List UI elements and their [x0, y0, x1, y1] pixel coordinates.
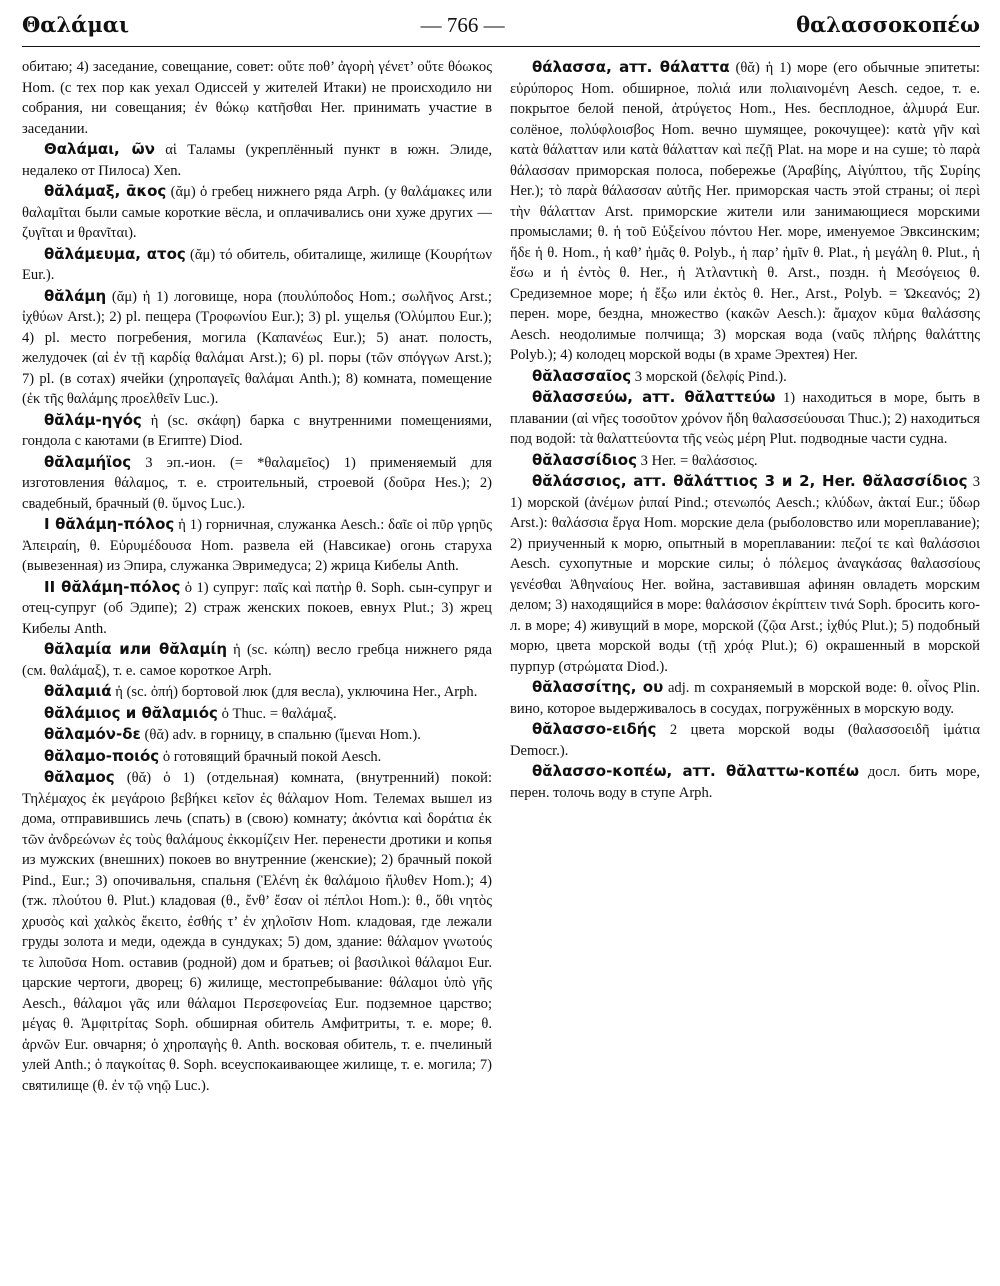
- entry-definition: 3 1) морской (ἀνέμων ῥιπαί Pind.; στενωπός Aesch.; κλύδων, ἀκταί Eur.; ὕδωρ Arst.): θαλάσσια ἔργα Hom. морские дела (рыболовство или мореплавание); 2) приученный к морю, опытный в мореплавании: πεζοί τε καὶ θαλάσσιοι Aesch. сухопутные и морские силы; ὁ πόλεμος ἀναγκάσας θαλασσίους γενέσθαι Ἀθηναίους Her. война, заставившая афинян овладеть морским делом; 3) находящийся в море: θαλάσσιον ἐκρίπτειν τινά Soph. бросить кого-л. в море; 4) живущий в море, морской (ζῷα Arst.; ἰχθύς Plut.); 5) подобный морю, цвета морской воды (τῇ χρόᾳ Plut.); 6) окрашенный в морской пурпур (στρώματα Diod.).: [510, 474, 980, 675]
- entry-definition: ὁ Thuc. = θαλάμαξ.: [221, 705, 337, 722]
- entry-definition: 3 эп.-ион. (= *θαλαμεῖος) 1) применяемый для изготовления θάλαμος, т. е. строительный, строевой (δοῦρα Hes.); 2) свадебный, брачный (θ. ὕμνος Luc.).: [22, 454, 492, 512]
- dictionary-entry: [22, 181, 492, 244]
- entry-lemma: θᾰλάμη: [44, 286, 107, 305]
- entry-lemma: θᾰλασσίδιος: [532, 450, 637, 469]
- columns: [22, 57, 980, 1283]
- entry-lemma: θᾰλαμία или θᾰλαμίη: [44, 640, 228, 658]
- dictionary-entry: [510, 719, 980, 761]
- dictionary-entry: [22, 681, 492, 703]
- entry-lemma: θᾰλασσίτης, ου: [532, 678, 664, 696]
- entry-definition: ἡ (sc. σκάφη) барка с внутренними помещениями, гондола с каютами (в Египте) Diod.: [22, 412, 492, 449]
- entry-lemma: Θαλάμαι, ῶν: [44, 140, 155, 158]
- entry-definition: 3 Her. = θαλάσσιος.: [640, 452, 758, 469]
- entry-definition: ἡ (sc. κώπη) весло гребца нижнего ряда (см. θαλάμαξ), т. е. самое короткое Arph.: [22, 642, 492, 679]
- entry-definition: 3 морской (δελφίς Pind.).: [634, 368, 787, 385]
- entry-definition: αἱ Таламы (укреплённый пункт в южн. Элиде, недалеко от Пилоса) Xen.: [22, 142, 492, 179]
- entry-lemma: θᾰλάμαξ, ᾱκος: [44, 182, 167, 200]
- entry-definition: (θᾰ) ἡ 1) море (его обычные эпитеты: εὐρύπορος Hom. обширное, πολιά или πολιαινομένη Aesch. седое, т. е. покрытое белой пеной, ἀτρύγετος Hom., Hes. бесплодное, ἁλμυρά Eur. солёное, πολύφλοισβος Hom. вечно шумящее, рокочущее): κατὰ γῆν καὶ κατὰ θάλατταν или κατὰ θάλατταν καὶ πεζῇ Plat. на море и на суше; τὸ παρὰ θάλασσαν приморская полоса, побережье (Ἀραβίης, Αἰγύπτου, τῆς Συρίης Her.); τὸ παρὰ θάλασσαν αὐτῆς Her. приморская часть этой страны; οἱ περὶ τὴν θάλατταν Arst. приморские жители или занимающиеся морскими промыслами; θ. ἡ τοῦ Εὐξείνου πόντου Her. море, именуемое Эвксинским; ἥδε ἡ θ. Hom., ἡ καθ’ ἡμᾶς θ. Polyb., ἡ παρ’ ἡμῖν θ. Plat., ἡ μεγάλη θ. Plut., ἡ ἔσω и ἡ ἐντὸς θ. Her., ἡ Ἀτλαντικὴ θ. Arst., поздн. ἡ Μεσόγειος θ. Средиземное море; ἡ ἔξω или ἐκτὸς θ. Her., Arst., Polyb. = Ὠκεανός; 2) перен. море, бездна, множество (κακῶν Aesch.): ἄμαχον κῦμα θαλάσσης Aesch. неодолимые полчища; 3) морская вода (ναῦς πλήρης θαλάττης Polyb.); 4) колодец морской воды (в храме Эрехтея) Her.: [510, 60, 980, 363]
- entry-lemma: θᾰλαμήϊος: [44, 452, 132, 471]
- entry-definition: ἡ (sc. ὀπή) бортовой люк (для весла), уключина Her., Arph.: [115, 684, 478, 700]
- entry-lemma: θᾰλάμευμα, ατος: [44, 244, 186, 263]
- entry-lemma: θᾰλασσαῖος: [532, 366, 632, 385]
- dictionary-entry: [22, 577, 492, 640]
- dictionary-entry: [510, 387, 980, 450]
- entry-lemma: θᾰλαμιά: [44, 682, 112, 700]
- dictionary-entry: [22, 57, 492, 139]
- entry-definition: обитаю; 4) заседание, совещание, совет: οὔτε ποθ’ ἀγορὴ γένετ’ οὔτε θόωκος Hom. (с тех пор как уехал Одиссей у жителей Итаки) не происходило ни собрания, ни совещания; ἐν θώκῳ κατῆσθαι Her. принимать участие в заседании.: [22, 59, 492, 137]
- dictionary-entry: [510, 761, 980, 803]
- entry-definition: ὁ 1) супруг: παῖς καὶ πατὴρ θ. Soph. сын-супруг и отец-супруг (об Эдипе); 2) страж женских покоев, евнух Plut.; 3) жрец Кибелы Anth.: [22, 579, 492, 637]
- entry-lemma: θᾰλαμος: [44, 768, 115, 786]
- dictionary-entry: [510, 57, 980, 366]
- dictionary-entry: [22, 286, 492, 410]
- dictionary-entry: [22, 746, 492, 768]
- dictionary-entry: [22, 703, 492, 725]
- entry-definition: досл. бить море, перен. толочь воду в ступе Arph.: [510, 764, 980, 801]
- dictionary-entry: [510, 450, 980, 472]
- entry-definition: (θᾰ) ὁ 1) (отдельная) комната, (внутренний) покой: Τηλέμαχος ἐκ μεγάροιο βεβήκει κεῖον ἐς θάλαμον Hom. Телемах вышел из дома, отправившись лечь (спать) в (свою) комнату; ἀκόντια καὶ δοράτια ἐκ τῶν ἀνδρεώνων ἐς τοὺς θαλάμους ἐκκομίζειν Her. перенести дротики и копья из мужских (внешних) покоев во внутренние (женские); 2) брачный покой Pind., Eur.; 3) опочивальня, спальня (Ἑλένη ἐκ θαλάμοιο ἤλυθεν Hom.); 4) (тж. πλούτου θ. Plut.) кладовая (θ., ἔνθ’ ἔσαν οἱ πέπλοι Hom.): θ., ὅθι νητὸς χρυσὸς καὶ χαλκὸς ἔκειτο, ἐσθής τ’ ἐν χηλοῖσιν Hom. кладовая, где лежали груды золота и меди, одежда в сундуках; 5) дом, здание: θάλαμον γνωτούς τε λιποῦσα Hom. оставив (родной) дом и братьев; οἱ βασιλικοὶ θάλαμοι Eur. царские чертоги, дворец; 6) жилище, местопребывание: θάλαμοι ὑπὸ γῆς Aesch., θάλαμοι γᾶς или θάλαμοι Περσεφονείας Eur. подземное царство; μέγας θ. Ἀμφιτρίτας Soph. обширная обитель Амфитриты, т. е. море; θ. ἀρνῶν Eur. овчарня; ὁ χηροπαγὴς θ. Anth. восковая обитель, т. е. пчелиный улей Anth.; ὁ παγκοίτας θ. Soph. всеуспокаивающее жилище, т. е. могила; 7) святилище (θ. ἐν τῷ νηῷ Luc.).: [22, 770, 492, 1094]
- dictionary-entry: [510, 677, 980, 719]
- entry-lemma: θᾰλάμιος и θᾰλαμιός: [44, 703, 218, 722]
- entry-definition: (θᾰ) adv. в горницу, в спальню (ἴμεναι Hom.).: [144, 727, 421, 743]
- entry-lemma: θάλασσα, атт. θάλαττα: [532, 58, 730, 76]
- entry-lemma: I θᾰλάμη-πόλος: [44, 515, 175, 533]
- entry-definition: 2 цвета морской воды (θαλασσοειδῆ ἱμάτια Democr.).: [510, 722, 980, 759]
- left-running-headword: Θαλάμαι: [22, 12, 130, 37]
- entry-lemma: θᾰλάσσιος, атт. θᾰλάττιος 3 и 2, Her. θᾰλασσίδιος: [532, 472, 968, 490]
- entry-definition: ὁ готовящий брачный покой Aesch.: [162, 748, 382, 765]
- dictionary-entry: [22, 244, 492, 286]
- dictionary-entry: [22, 410, 492, 452]
- entry-definition: 1) находиться в море, быть в плавании (αἱ νῆες τοσοῦτον χρόνον ἤδη θαλασσεύουσαι Thuc.); 2) находиться под водой: τὰ θαλαττεύοντα τῆς νεὼς μέρη Plut. подводные части судна.: [510, 390, 980, 447]
- entry-lemma: θᾰλασσεύω, атт. θᾰλαττεύω: [532, 388, 776, 406]
- entry-lemma: θᾰλαμόν-δε: [44, 725, 141, 743]
- entry-lemma: θᾰλάμ-ηγός: [44, 410, 142, 429]
- entry-lemma: θᾰλαμο-ποιός: [44, 746, 160, 765]
- entry-lemma: θᾰλασσο-κοπέω, атт. θᾰλαττω-κοπέω: [532, 762, 860, 780]
- entry-lemma: θᾰλασσο-ειδής: [532, 720, 657, 738]
- dictionary-entry: [22, 452, 492, 515]
- entry-definition: (ᾰμ) ὁ гребец нижнего ряда Arph. (у θαλάμακες или θαλαμῖται были самые короткие вёсла, и оплачивались они хуже других — ζυγῖται и θρανῖται).: [22, 184, 492, 241]
- page-header: [22, 12, 980, 46]
- right-column: [510, 57, 980, 1283]
- entry-definition: adj. m сохраняемый в морской воде: θ. οἶνος Plin. вино, которое выдерживалось в сосудах, погружённых в морскую воду.: [510, 680, 980, 717]
- header-rule: [22, 46, 980, 47]
- page-number: — 766 —: [420, 13, 505, 37]
- entry-definition: (ᾰμ) ἡ 1) логовище, нора (πουλύποδος Hom.; σωλῆνος Arst.; ἰχθύων Arst.); 2) pl. пещера (Τροφωνίου Eur.); 3) pl. ущелья (Ὀλύμπου Eur.); 4) pl. место погребения, могила (Καπανέως Eur.); 5) анат. полость, желудочек (αἱ ἐν τῇ καρδίᾳ θαλάμαι Arst.); 6) pl. поры (τῶν σπόγγων Arst.); 7) pl. (в сотах) ячейки (χηροπαγεῖς θαλάμαι Anth.); 8) комната, помещение (ἐκ τῆς θαλάμης προελθεῖν Luc.).: [22, 288, 492, 407]
- left-column: [22, 57, 492, 1283]
- dictionary-entry: [22, 514, 492, 577]
- dictionary-entry: [510, 366, 980, 388]
- entry-definition: ἡ 1) горничная, служанка Aesch.: δαῖε οἱ πῦρ γρηῦς Ἀπειραίη, θ. Εὐρυμέδουσα Hom. развела ей (Навсикае) огонь старуха (вывезенная) из Эпира, служанка Эвримедуса; 2) жрица Кибелы Anth.: [22, 517, 492, 574]
- dictionary-entry: [22, 767, 492, 1096]
- dictionary-entry: [510, 471, 980, 677]
- entry-lemma: II θᾰλάμη-πόλος: [44, 577, 181, 596]
- right-running-headword: θαλασσοκοπέω: [796, 12, 980, 37]
- dictionary-entry: [22, 139, 492, 181]
- dictionary-entry: [22, 639, 492, 681]
- entry-definition: (ᾰμ) τό обитель, обиталище, жилище (Κουρήτων Eur.).: [22, 246, 492, 283]
- dictionary-entry: [22, 724, 492, 746]
